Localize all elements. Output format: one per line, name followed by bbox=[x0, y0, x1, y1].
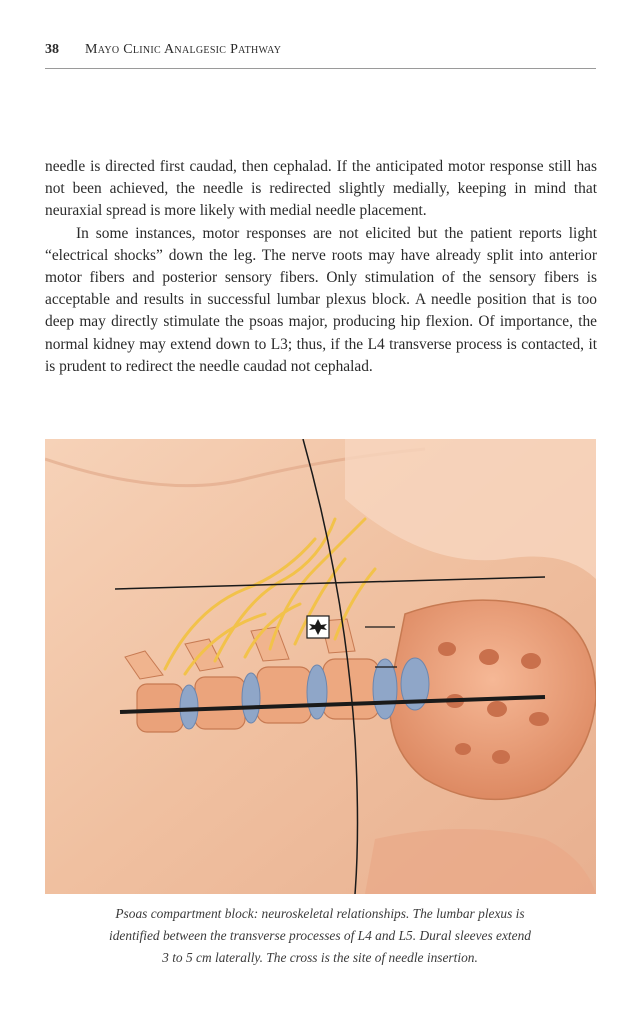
running-title: Mayo Clinic Analgesic Pathway bbox=[85, 42, 282, 57]
body-text bbox=[45, 156, 597, 378]
caption-line: identified between the transverse processes of L4 and L5. Dural sleeves extend bbox=[109, 928, 531, 943]
caption-line: 3 to 5 cm laterally. The cross is the site of needle insertion. bbox=[162, 950, 478, 965]
anatomical-illustration bbox=[45, 439, 596, 894]
page-header bbox=[45, 40, 596, 69]
psoas-illustration bbox=[45, 439, 596, 894]
page-number: 38 bbox=[45, 42, 59, 57]
figure-caption bbox=[60, 903, 580, 969]
paragraph: needle is directed first caudad, then cephalad. If the anticipated motor response still has not been achieved, the needle is redirected slightly medially, keeping in mind that neuraxial spread is more likely with medial needle placement. bbox=[45, 158, 597, 220]
caption-line: Psoas compartment block: neuroskeletal relationships. The lumbar plexus is bbox=[115, 906, 525, 921]
paragraph: In some instances, motor responses are not elicited but the patient reports light “electrical shocks” down the leg. The nerve roots may have already split into anterior motor fibers and posterior sensory fibers. Only stimulation of the sensory fibers is acceptable and results in successful lumbar plexus block. A needle position that is too deep may directly stimulate the psoas major, producing hip flexion. Of importance, the normal kidney may extend down to L3; thus, if the L4 transverse process is contacted, it is prudent to redirect the needle caudad not cephalad. bbox=[45, 224, 597, 375]
needle-insertion-cross-icon bbox=[307, 616, 329, 638]
